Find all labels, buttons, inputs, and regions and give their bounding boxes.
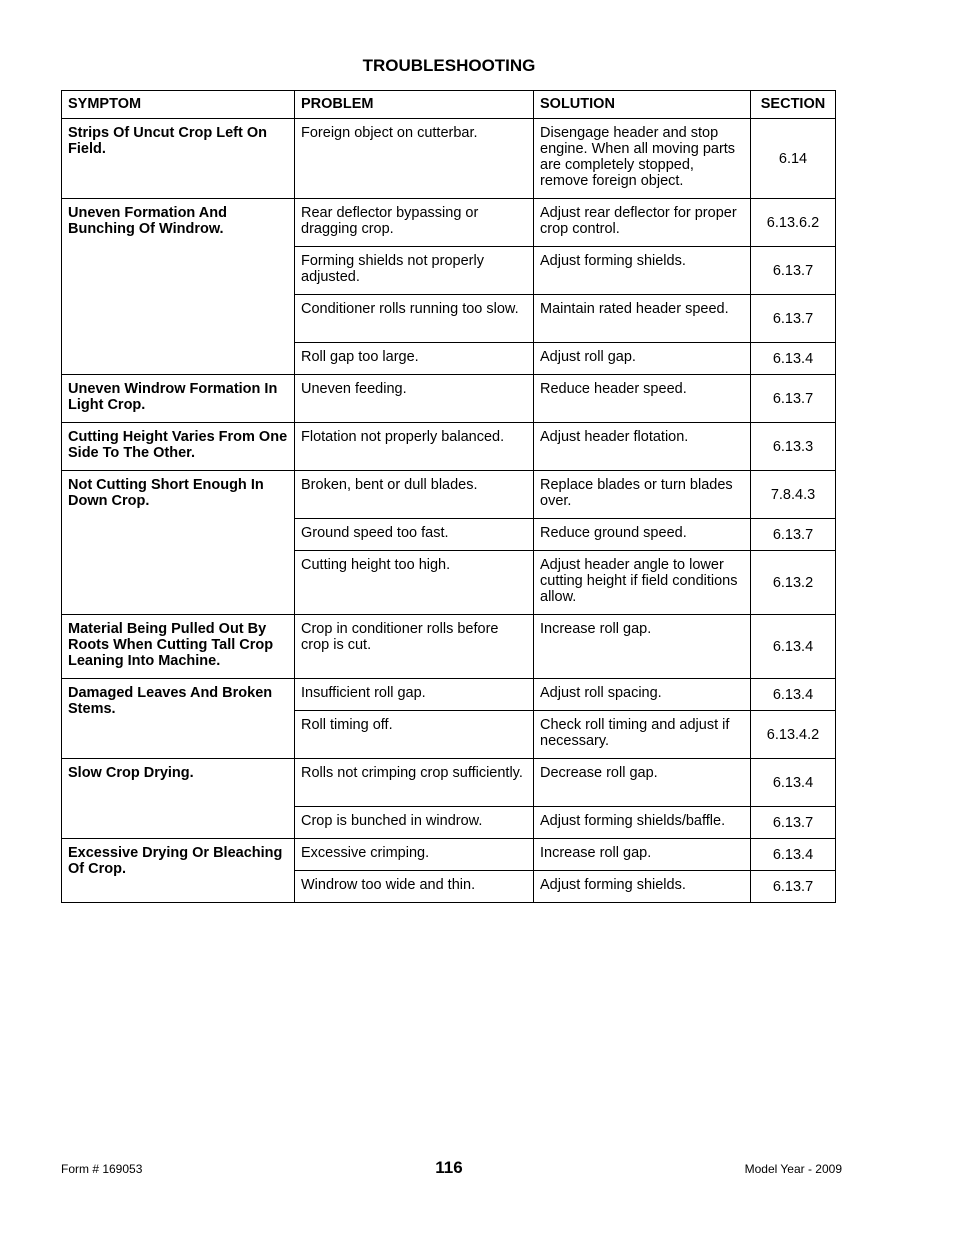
table-row [62,679,836,711]
problem-cell: Rolls not crimping crop sufficiently. [295,759,534,807]
section-cell: 6.13.7 [751,871,836,903]
solution-cell: Adjust forming shields. [534,871,751,903]
section-cell: 6.13.6.2 [751,199,836,247]
table-row [62,471,836,519]
problem-cell: Excessive crimping. [295,839,534,871]
problem-cell: Foreign object on cutterbar. [295,119,534,199]
table-row [62,615,836,679]
problem-cell: Crop in conditioner rolls before crop is cut. [295,615,534,679]
symptom-cell: Slow Crop Drying. [62,759,295,839]
solution-cell: Decrease roll gap. [534,759,751,807]
solution-cell: Increase roll gap. [534,839,751,871]
section-cell: 6.13.7 [751,519,836,551]
problem-cell: Forming shields not properly adjusted. [295,247,534,295]
section-cell: 6.13.4 [751,839,836,871]
symptom-cell: Strips Of Uncut Crop Left On Field. [62,119,295,199]
solution-cell: Adjust roll gap. [534,343,751,375]
symptom-cell: Damaged Leaves And Broken Stems. [62,679,295,759]
solution-cell: Adjust header flotation. [534,423,751,471]
problem-cell: Flotation not properly balanced. [295,423,534,471]
table-header-row [62,91,836,119]
solution-cell: Adjust rear deflector for proper crop control. [534,199,751,247]
section-cell: 6.13.4 [751,343,836,375]
table-row [62,199,836,247]
problem-cell: Cutting height too high. [295,551,534,615]
section-cell: 6.13.7 [751,247,836,295]
problem-cell: Insufficient roll gap. [295,679,534,711]
page-number: 116 [435,1158,463,1177]
table-row [62,839,836,871]
problem-cell: Roll gap too large. [295,343,534,375]
solution-cell: Adjust forming shields. [534,247,751,295]
solution-cell: Disengage header and stop engine. When all moving parts are completely stopped, remove foreign object. [534,119,751,199]
solution-cell: Check roll timing and adjust if necessary. [534,711,751,759]
header-problem: PROBLEM [295,91,534,119]
problem-cell: Uneven feeding. [295,375,534,423]
solution-cell: Adjust forming shields/baffle. [534,807,751,839]
problem-cell: Ground speed too fast. [295,519,534,551]
solution-cell: Adjust roll spacing. [534,679,751,711]
table-body [62,119,836,903]
section-cell: 6.13.2 [751,551,836,615]
page-title: TROUBLESHOOTING [362,56,536,75]
section-cell: 6.13.4 [751,759,836,807]
solution-cell: Increase roll gap. [534,615,751,679]
form-number: Form # 169053 [61,1162,143,1176]
symptom-cell: Uneven Formation And Bunching Of Windrow. [62,199,295,375]
problem-cell: Broken, bent or dull blades. [295,471,534,519]
solution-cell: Reduce header speed. [534,375,751,423]
table-row [62,759,836,807]
header-section: SECTION [751,91,836,119]
troubleshooting-table [61,90,836,903]
section-cell: 6.13.4 [751,679,836,711]
section-cell: 6.13.4.2 [751,711,836,759]
solution-cell: Reduce ground speed. [534,519,751,551]
section-cell: 7.8.4.3 [751,471,836,519]
model-year: Model Year - 2009 [744,1162,842,1176]
symptom-cell: Material Being Pulled Out By Roots When Cutting Tall Crop Leaning Into Machine. [62,615,295,679]
table-row [62,119,836,199]
section-cell: 6.13.7 [751,375,836,423]
symptom-cell: Cutting Height Varies From One Side To The Other. [62,423,295,471]
section-cell: 6.13.4 [751,615,836,679]
problem-cell: Rear deflector bypassing or dragging crop. [295,199,534,247]
header-solution: SOLUTION [534,91,751,119]
symptom-cell: Excessive Drying Or Bleaching Of Crop. [62,839,295,903]
table-row [62,423,836,471]
solution-cell: Maintain rated header speed. [534,295,751,343]
section-cell: 6.13.7 [751,295,836,343]
section-cell: 6.14 [751,119,836,199]
table-row [62,375,836,423]
problem-cell: Conditioner rolls running too slow. [295,295,534,343]
problem-cell: Roll timing off. [295,711,534,759]
header-symptom: SYMPTOM [62,91,295,119]
symptom-cell: Uneven Windrow Formation In Light Crop. [62,375,295,423]
problem-cell: Crop is bunched in windrow. [295,807,534,839]
symptom-cell: Not Cutting Short Enough In Down Crop. [62,471,295,615]
solution-cell: Replace blades or turn blades over. [534,471,751,519]
section-cell: 6.13.3 [751,423,836,471]
section-cell: 6.13.7 [751,807,836,839]
problem-cell: Windrow too wide and thin. [295,871,534,903]
solution-cell: Adjust header angle to lower cutting height if field conditions allow. [534,551,751,615]
